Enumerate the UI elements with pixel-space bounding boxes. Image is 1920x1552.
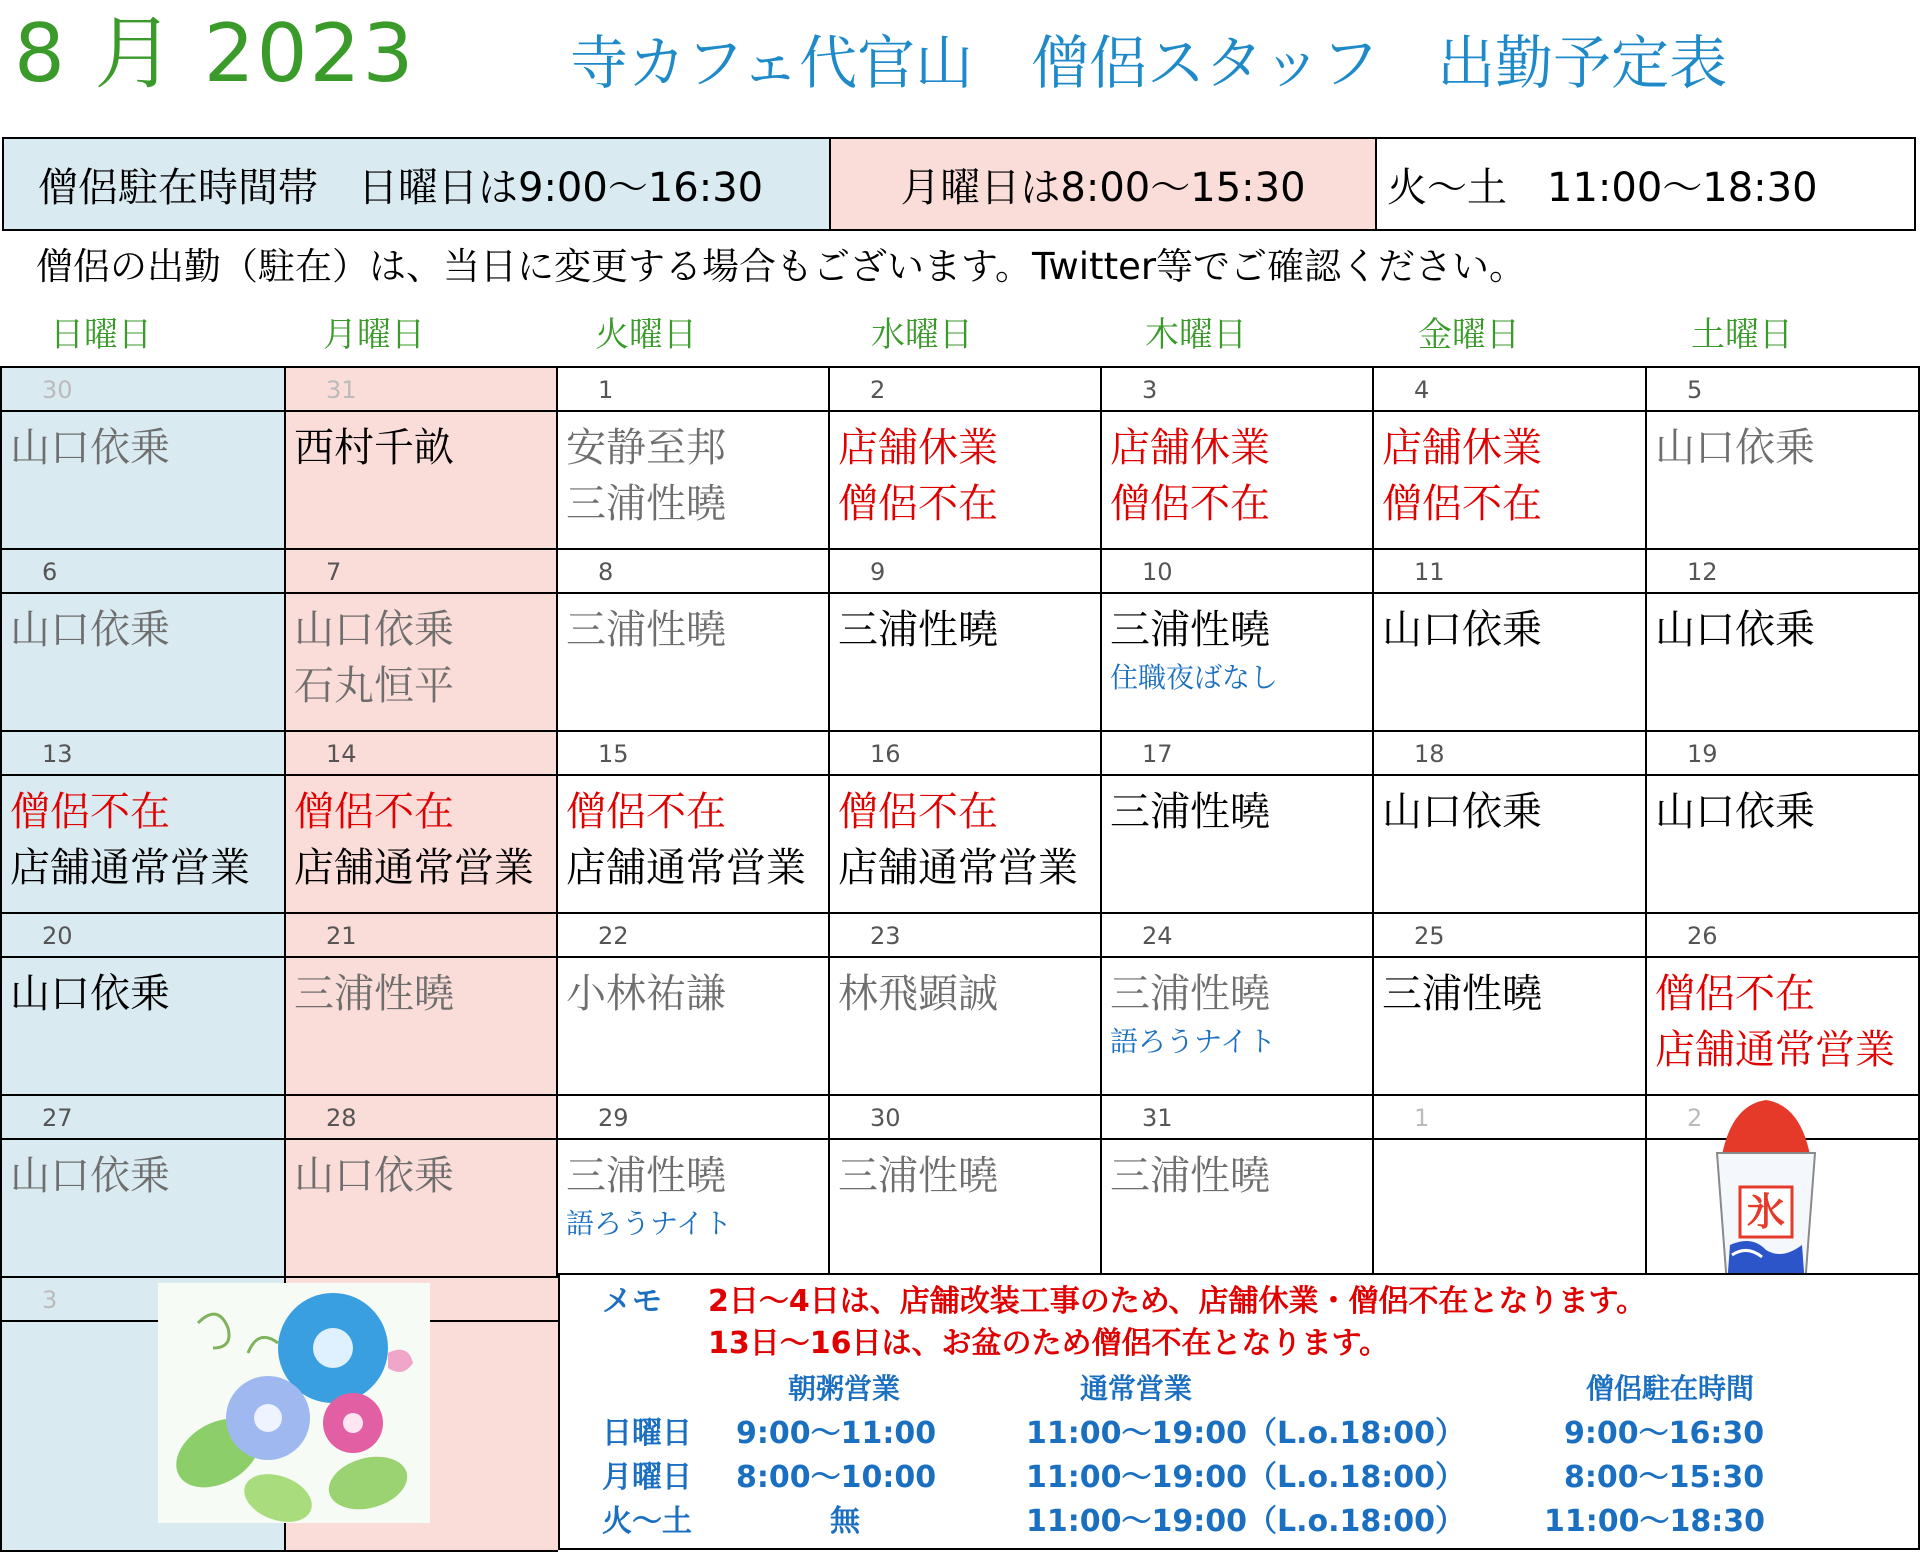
day-cell-tue [556, 366, 830, 550]
day-number: 22 [558, 914, 830, 958]
staff-entry: 山口依乗 [1382, 789, 1542, 835]
hours-monday: 月曜日は8:00～15:30 [831, 139, 1377, 229]
day-cell-wed [828, 730, 1102, 914]
day-number: 18 [1374, 732, 1647, 776]
hours-tue-sat: 火～土 11:00～18:30 [1387, 164, 1818, 211]
day-entries [1110, 784, 1370, 840]
month-title: 8 月 2023 [14, 7, 416, 100]
day-number: 11 [1374, 550, 1647, 594]
staff-entry: 三浦性曉 [838, 1153, 998, 1199]
day-number: 17 [1102, 732, 1374, 776]
day-number: 3 [1102, 368, 1374, 412]
row-day: 火～土 [602, 1504, 692, 1539]
staff-entry: 小林祐謙 [566, 971, 726, 1017]
day-entries [294, 784, 554, 896]
day-cell-mon [284, 1094, 558, 1278]
day-number: 31 [1102, 1096, 1374, 1140]
weekday-mon: 月曜日 [323, 315, 425, 355]
staff-entry: 三浦性曉 [1382, 971, 1542, 1017]
day-number: 16 [830, 732, 1102, 776]
day-number: 25 [1374, 914, 1647, 958]
day-number: 5 [1647, 368, 1918, 412]
staff-entry: 山口依乗 [1655, 607, 1815, 653]
staff-entry: 店舗通常営業 [294, 845, 534, 891]
day-number: 2 [830, 368, 1102, 412]
day-entries [1655, 966, 1914, 1078]
day-number: 1 [1374, 1096, 1647, 1140]
header-breakfast: 朝粥営業 [788, 1372, 901, 1405]
memo-box [558, 1273, 1920, 1550]
staff-entry: 僧侶不在 [838, 789, 998, 835]
day-entries [1110, 1148, 1370, 1204]
row-breakfast: 無 [830, 1504, 860, 1539]
shaved-ice-label: 氷 [1746, 1190, 1786, 1234]
staff-entry: 安静至邦 [566, 425, 726, 471]
day-number: 27 [2, 1096, 286, 1140]
staff-entry: 山口依乗 [10, 425, 170, 471]
event-label: 語ろうナイト [1110, 1025, 1277, 1058]
row-regular: 11:00～19:00（L.o.18:00） [1026, 1460, 1465, 1495]
day-cell-tue [556, 730, 830, 914]
row-monk: 9:00～16:30 [1564, 1416, 1765, 1451]
day-cell-thu [1100, 1094, 1374, 1278]
day-number: 2 [1647, 1096, 1918, 1140]
memo-line-2: 13日～16日は、お盆のため僧侶不在となります。 [708, 1326, 1390, 1361]
day-entries [1655, 420, 1914, 476]
day-cell-mon [284, 548, 558, 732]
day-entries [838, 966, 1098, 1022]
staff-entry: 店舗通常営業 [10, 845, 250, 891]
day-cell-wed [828, 1094, 1102, 1278]
day-cell-mon [284, 912, 558, 1096]
staff-entry: 店舗休業 [1110, 425, 1270, 471]
day-number: 28 [286, 1096, 558, 1140]
day-entries [838, 1148, 1098, 1204]
day-number: 24 [1102, 914, 1374, 958]
staff-entry: 三浦性曉 [838, 607, 998, 653]
staff-entry: 三浦性曉 [566, 1153, 726, 1199]
day-cell-sun [0, 1094, 286, 1278]
header-monk: 僧侶駐在時間 [1586, 1372, 1755, 1405]
day-number: 6 [2, 550, 286, 594]
day-number: 9 [830, 550, 1102, 594]
staff-entry: 石丸恒平 [294, 663, 454, 709]
day-number: 20 [2, 914, 286, 958]
weekday-thu: 木曜日 [1145, 315, 1247, 355]
day-cell-sun [0, 912, 286, 1096]
day-entries [294, 602, 554, 714]
schedule-title: 寺カフェ代官山 僧侶スタッフ 出勤予定表 [570, 29, 1728, 97]
day-entries [566, 966, 826, 1022]
day-entries [10, 784, 282, 896]
staff-entry: 三浦性曉 [1110, 1153, 1270, 1199]
header-regular: 通常営業 [1080, 1372, 1193, 1405]
day-entries [838, 784, 1098, 896]
day-number: 4 [1374, 368, 1647, 412]
staff-entry: 山口依乗 [294, 607, 454, 653]
event-label: 語ろうナイト [566, 1207, 733, 1240]
staff-entry: 僧侶不在 [1382, 481, 1542, 527]
day-entries [294, 1148, 554, 1204]
staff-entry: 三浦性曉 [294, 971, 454, 1017]
staff-entry: 山口依乗 [10, 607, 170, 653]
day-entries [1382, 784, 1643, 840]
day-number: 10 [1102, 550, 1374, 594]
weekday-sun: 日曜日 [50, 315, 152, 355]
day-cell-fri [1372, 912, 1647, 1096]
staff-entry: 山口依乗 [1655, 789, 1815, 835]
day-cell-wed [828, 366, 1102, 550]
staff-entry: 三浦性曉 [1110, 789, 1270, 835]
morning-glory-icon [158, 1283, 430, 1523]
event-label: 住職夜ばなし [1110, 661, 1279, 694]
day-cell-mon [284, 730, 558, 914]
day-cell-thu [1100, 730, 1374, 914]
day-entries [10, 602, 282, 658]
staff-entry: 僧侶不在 [10, 789, 170, 835]
staff-entry: 店舗休業 [1382, 425, 1542, 471]
staff-entry: 山口依乗 [10, 971, 170, 1017]
day-number: 21 [286, 914, 558, 958]
weekday-fri: 金曜日 [1418, 315, 1520, 355]
day-cell-sat [1645, 548, 1920, 732]
day-number: 31 [286, 368, 558, 412]
weekday-sat: 土曜日 [1691, 315, 1793, 355]
staff-entry: 店舗通常営業 [838, 845, 1078, 891]
day-number: 8 [558, 550, 830, 594]
staff-entry: 店舗休業 [838, 425, 998, 471]
weekday-tue: 火曜日 [595, 315, 697, 355]
day-entries [1655, 784, 1914, 840]
staff-entry: 林飛顕誠 [838, 971, 998, 1017]
day-cell-fri [1372, 366, 1647, 550]
notice-text: 僧侶の出勤（駐在）は、当日に変更する場合もございます。Twitter等でご確認ください。 [36, 245, 1527, 288]
day-cell-fri [1372, 1094, 1647, 1278]
day-cell-fri [1372, 730, 1647, 914]
row-breakfast: 9:00～11:00 [736, 1416, 937, 1451]
row-breakfast: 8:00～10:00 [736, 1460, 937, 1495]
day-cell-wed [828, 548, 1102, 732]
day-entries [10, 966, 282, 1022]
staff-entry: 僧侶不在 [566, 789, 726, 835]
day-entries [838, 420, 1098, 532]
day-cell-tue [556, 912, 830, 1096]
day-cell-mon [284, 366, 558, 550]
day-cell-tue [556, 548, 830, 732]
day-number: 23 [830, 914, 1102, 958]
shaved-ice-icon [1702, 1095, 1830, 1295]
day-number: 19 [1647, 732, 1918, 776]
staff-entry: 僧侶不在 [294, 789, 454, 835]
day-cell-wed [828, 912, 1102, 1096]
row-regular: 11:00～19:00（L.o.18:00） [1026, 1416, 1465, 1451]
day-number: 14 [286, 732, 558, 776]
staff-entry: 三浦性曉 [566, 481, 726, 527]
staff-entry: 店舗通常営業 [1655, 1027, 1895, 1073]
day-number: 29 [558, 1096, 830, 1140]
day-entries [566, 420, 826, 532]
staff-entry: 三浦性曉 [1110, 607, 1270, 653]
row-monk: 11:00～18:30 [1544, 1504, 1765, 1539]
staff-entry: 僧侶不在 [1655, 971, 1815, 1017]
day-entries [294, 420, 554, 476]
day-number: 30 [830, 1096, 1102, 1140]
staff-entry: 山口依乗 [10, 1153, 170, 1199]
day-cell-thu [1100, 548, 1374, 732]
day-cell-sun [0, 366, 286, 550]
day-number: 1 [558, 368, 830, 412]
day-entries [1655, 602, 1914, 658]
day-entries [566, 1148, 826, 1244]
hours-sunday: 僧侶駐在時間帯 日曜日は9:00～16:30 [4, 139, 831, 229]
day-number: 3 [2, 1278, 286, 1322]
day-entries [1382, 602, 1643, 658]
day-cell-sat [1645, 366, 1920, 550]
day-cell-thu [1100, 912, 1374, 1096]
day-number: 15 [558, 732, 830, 776]
day-entries [1382, 966, 1643, 1022]
row-monk: 8:00～15:30 [1564, 1460, 1765, 1495]
staff-entry: 僧侶不在 [1110, 481, 1270, 527]
day-entries [1110, 420, 1370, 532]
staff-entry: 三浦性曉 [1110, 971, 1270, 1017]
day-cell-sat [1645, 730, 1920, 914]
row-day: 日曜日 [602, 1416, 692, 1451]
day-cell-thu [1100, 366, 1374, 550]
day-cell-fri [1372, 548, 1647, 732]
staff-entry: 山口依乗 [1382, 607, 1542, 653]
staff-entry: 西村千畝 [294, 425, 454, 471]
day-cell-tue [556, 1094, 830, 1278]
day-entries [1110, 966, 1370, 1062]
day-number: 7 [286, 550, 558, 594]
staff-entry: 三浦性曉 [566, 607, 726, 653]
day-entries [1110, 602, 1370, 698]
day-cell-sat [1645, 912, 1920, 1096]
memo-line-1: 2日～4日は、店舗改装工事のため、店舗休業・僧侶不在となります。 [708, 1284, 1647, 1319]
staff-entry: 僧侶不在 [838, 481, 998, 527]
day-number: 26 [1647, 914, 1918, 958]
day-entries [10, 1148, 282, 1204]
hours-band [2, 137, 1916, 231]
staff-entry: 山口依乗 [1655, 425, 1815, 471]
day-entries [566, 784, 826, 896]
day-cell-sun [0, 548, 286, 732]
day-entries [10, 420, 282, 476]
day-entries [1382, 420, 1643, 532]
row-regular: 11:00～19:00（L.o.18:00） [1026, 1504, 1465, 1539]
row-day: 月曜日 [602, 1460, 692, 1495]
day-number: 12 [1647, 550, 1918, 594]
day-entries [294, 966, 554, 1022]
staff-entry: 店舗通常営業 [566, 845, 806, 891]
staff-entry: 山口依乗 [294, 1153, 454, 1199]
day-cell-sun [0, 730, 286, 914]
memo-label: メモ [602, 1284, 662, 1319]
day-number: 13 [2, 732, 286, 776]
day-number: 30 [2, 368, 286, 412]
day-entries [838, 602, 1098, 658]
day-entries [566, 602, 826, 658]
weekday-wed: 水曜日 [871, 315, 973, 355]
